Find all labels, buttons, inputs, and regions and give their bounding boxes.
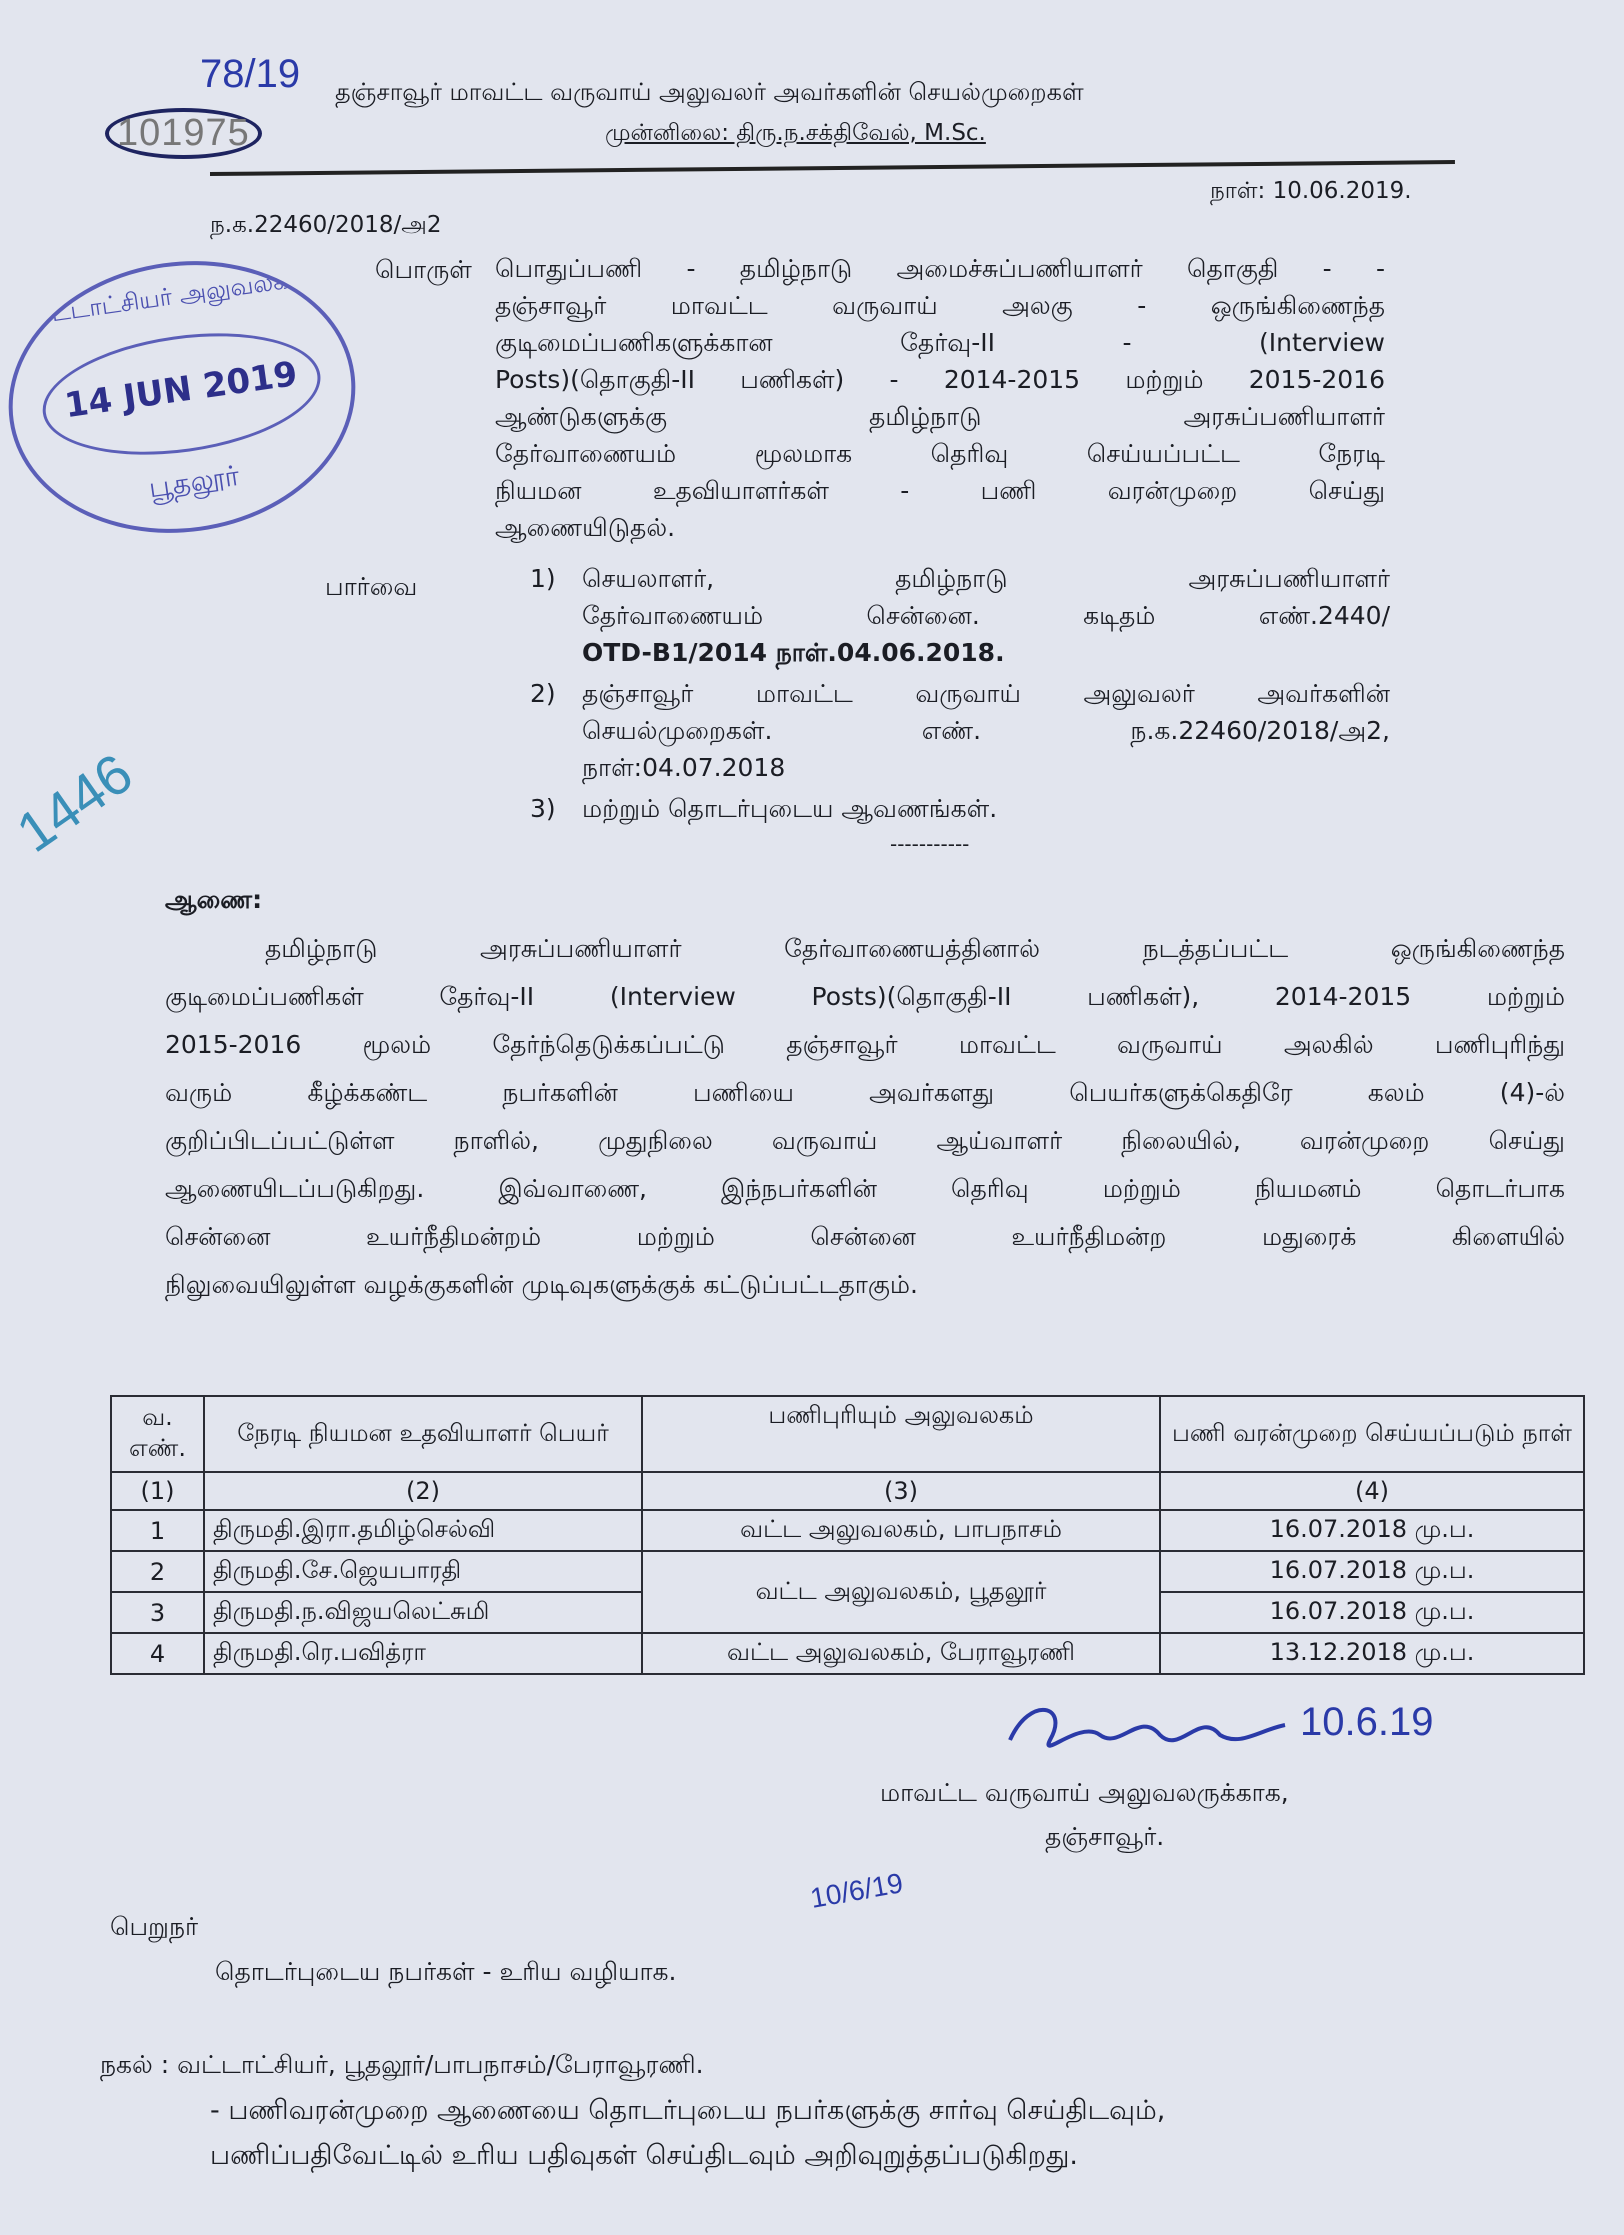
row-office: வட்ட அலுவலகம், பாபநாசம் [642,1510,1160,1551]
col-header-sno: வ. எண். [111,1396,204,1472]
references-label: பார்வை [325,572,418,601]
row-date: 16.07.2018 மு.ப. [1160,1510,1584,1551]
handwritten-tick-number: 1446 [5,740,144,865]
signature [990,1685,1290,1765]
col-header-date: பணி வரன்முறை செய்யப்படும் நாள் [1160,1396,1584,1472]
row-number: 4 [111,1633,204,1674]
row-office: வட்ட அலுவலகம், பூதலூர் [642,1551,1160,1633]
signature-date: 10.6.19 [1300,1700,1434,1744]
stamp-date: 14 JUN 2019 [62,353,300,427]
signoff-designation: மாவட்ட வருவாய் அலுவலருக்காக, [880,1778,1289,1807]
office-stamp [0,239,373,555]
separator: ----------- [890,832,970,856]
references-list [530,560,1390,827]
col-number: (3) [642,1472,1160,1510]
handwritten-initials-date: 10/6/19 [807,1867,906,1914]
header-title: தஞ்சாவூர் மாவட்ட வருவாய் அலுவலர் அவர்களின் செயல்முறைகள் [335,78,1084,106]
row-number: 2 [111,1551,204,1592]
row-office: வட்ட அலுவலகம், பேராவூரணி [642,1633,1160,1674]
col-number: (2) [204,1472,642,1510]
recipient-text: தொடர்புடைய நபர்கள் - உரிய வழியாக. [215,1957,677,1986]
order-date: நாள்: 10.06.2019. [1210,178,1412,204]
row-number: 1 [111,1510,204,1551]
col-number: (1) [111,1472,204,1510]
reference-item: 2) தஞ்சாவூர் மாவட்ட வருவாய் அலுவலர் அவர்களின் செயல்முறைகள். எண். ந.க.22460/2018/அ2, நாள்:04.07.2018 [530,679,1390,782]
reference-item: 1) செயலாளர், தமிழ்நாடு அரசுப்பணியாளர் தேர்வாணையம் சென்னை. கடிதம் எண்.2440/ OTD-B1/2014 நாள்.04.06.2018. [530,564,1390,667]
subject-text: பொதுப்பணி - தமிழ்நாடு அமைச்சுப்பணியாளர் தொகுதி - - தஞ்சாவூர் மாவட்ட வருவாய் அலகு - ஒருங்கிணைந்த குடிமைப்பணிகளுக்கான தேர்வு-II - (Interview Posts)(தொகுதி-II பணிகள்) - 2014-2015 மற்றும் 2015-2016 ஆண்டுகளுக்கு தமிழ்நாடு அரசுப்பணியாளர் தேர்வாணையம் மூலமாக தெரிவு செய்யப்பட்ட நேரடி நியமன உதவியாளர்கள் - பணி வரன்முறை செய்து ஆணையிடுதல். [495,254,1385,542]
stamp-office: வட்டாட்சியர் அலுவலகம் [26,263,310,331]
handwritten-file-number: 78/19 [200,52,301,96]
row-date: 13.12.2018 மு.ப. [1160,1633,1584,1674]
inward-number: 101975 [105,108,262,159]
subject-label: பொருள் [375,255,472,284]
recipient-label: பெறுநர் [110,1912,199,1941]
row-name: திருமதி.ரெ.பவித்ரா [204,1633,642,1674]
table-row [111,1551,1584,1592]
table-row [111,1633,1584,1674]
header-presence: முன்னிலை: திரு.ந.சக்திவேல், M.Sc. [605,120,986,146]
row-name: திருமதி.இரா.தமிழ்செல்வி [204,1510,642,1551]
regularisation-table [110,1395,1585,1675]
signoff-place: தஞ்சாவூர். [1045,1822,1165,1851]
reference-item: 3) மற்றும் தொடர்புடைய ஆவணங்கள். [530,794,998,823]
order-text: தமிழ்நாடு அரசுப்பணியாளர் தேர்வாணையத்தினால் நடத்தப்பட்ட ஒருங்கிணைந்த குடிமைப்பணிகள் தேர்வு-II (Interview Posts)(தொகுதி-II பணிகள்), 2014-2015 மற்றும் 2015-2016 மூலம் தேர்ந்தெடுக்கப்பட்டு தஞ்சாவூர் மாவட்ட வருவாய் அலகில் பணிபுரிந்து வரும் கீழ்க்கண்ட நபர்களின் பணியை அவர்களது பெயர்களுக்கெதிரே கலம் (4)-ல் குறிப்பிடப்பட்டுள்ள நாளில், முதுநிலை வருவாய் ஆய்வாளர் நிலையில், வரன்முறை செய்து ஆணையிடப்படுகிறது. இவ்வாணை, இந்நபர்களின் தெரிவு மற்றும் நியமனம் தொடர்பாக சென்னை உயர்நீதிமன்றம் மற்றும் சென்னை உயர்நீதிமன்ற மதுரைக் கிளையில் நிலுவையிலுள்ள வழக்குகளின் முடிவுகளுக்குக் கட்டுப்பட்டதாகும். [165,934,1565,1299]
copy-instruction: - பணிவரன்முறை ஆணையை தொடர்புடைய நபர்களுக்கு சார்வு செய்திடவும், [210,2095,1166,2126]
row-name: திருமதி.சே.ஜெயபாரதி [204,1551,642,1592]
stamp-place: பூதலூர் [146,459,242,505]
row-number: 3 [111,1592,204,1633]
col-header-office: பணிபுரியும் அலுவலகம் [642,1396,1160,1472]
copy-instruction: பணிப்பதிவேட்டில் உரிய பதிவுகள் செய்திடவும் அறிவுறுத்தப்படுகிறது. [210,2140,1078,2171]
order-label: ஆணை: [165,885,263,914]
row-date: 16.07.2018 மு.ப. [1160,1592,1584,1633]
reference-number: ந.க.22460/2018/அ2 [210,212,442,238]
copy-to: நகல் : வட்டாட்சியர், பூதலூர்/பாபநாசம்/பேராவூரணி. [100,2050,704,2079]
header-rule [210,160,1455,176]
row-name: திருமதி.ந.விஜயலெட்சுமி [204,1592,642,1633]
col-header-name: நேரடி நியமன உதவியாளர் பெயர் [204,1396,642,1472]
table-row [111,1510,1584,1551]
col-number: (4) [1160,1472,1584,1510]
row-date: 16.07.2018 மு.ப. [1160,1551,1584,1592]
